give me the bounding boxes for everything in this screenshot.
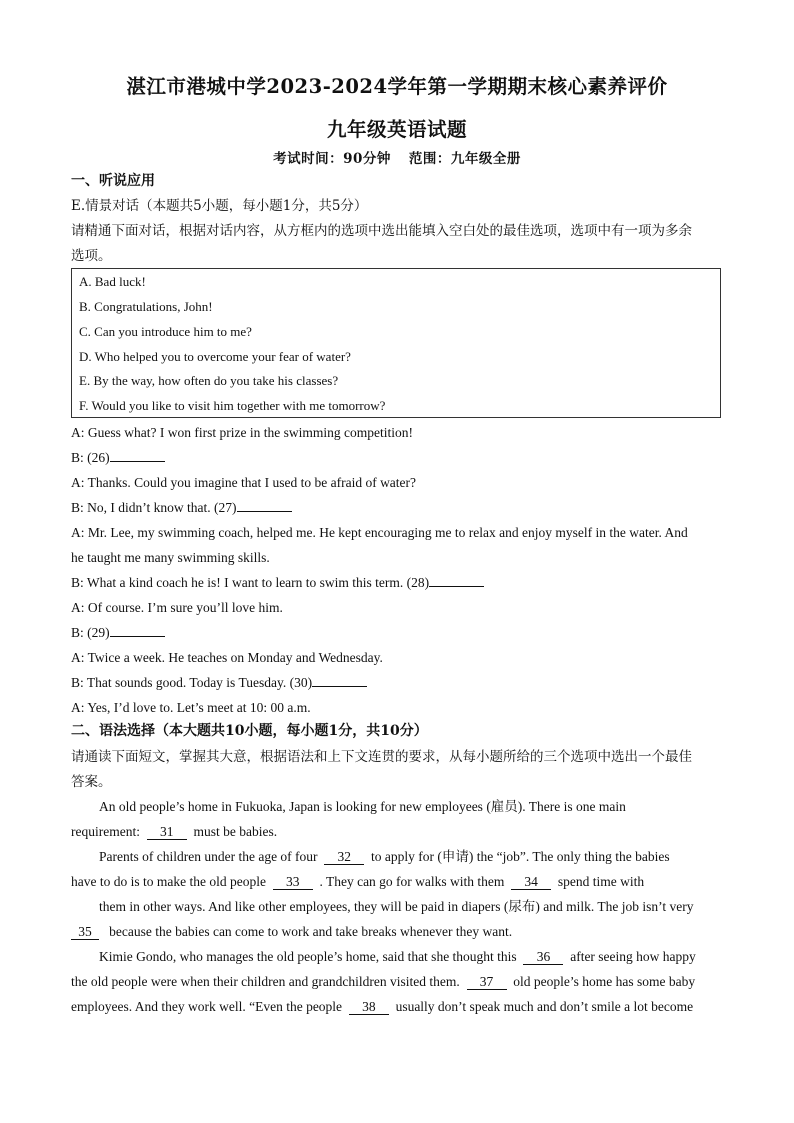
passage-line — [71, 873, 644, 891]
dialogue-line — [71, 449, 165, 467]
answer-blank-30[interactable] — [312, 686, 367, 687]
passage-text: requirement: — [71, 824, 140, 839]
dialogue-line — [71, 674, 367, 692]
answer-blank-33[interactable]: 33 — [273, 874, 313, 890]
option-d: D. Who helped you to overcome your fear of water? — [79, 349, 351, 364]
passage-text: spend time with — [557, 874, 645, 889]
passage-line — [71, 973, 695, 991]
answer-blank-36[interactable]: 36 — [523, 949, 563, 965]
section1-instruction-1: 请精通下面对话，根据对话内容，从方框内的选项中选出能填入空白处的最佳选项，选项中有一项为多余 — [71, 223, 692, 239]
dialogue-line: he taught me many swimming skills. — [71, 550, 270, 565]
passage-text: Kimie Gondo, who manages the old people’s home, said that she thought this — [99, 949, 517, 964]
option-a: A. Bad luck! — [79, 274, 146, 289]
dialogue-line: A: Mr. Lee, my swimming coach, helped me. He kept encouraging me to relax and enjoy myself in the water. And — [71, 525, 688, 540]
passage-line — [71, 823, 277, 841]
passage-text: . They can go for walks with them — [319, 874, 505, 889]
passage-line — [99, 848, 670, 866]
dialogue-text: B: That sounds good. Today is Tuesday. (30) — [71, 675, 313, 690]
passage-text: to apply for (申请) the “job”. The only thing the babies — [371, 849, 670, 864]
dialogue-text: B: (26) — [71, 450, 110, 465]
passage-text: after seeing how happy — [570, 949, 696, 964]
dialogue-line: A: Of course. I’m sure you’ll love him. — [71, 600, 283, 615]
passage-line — [71, 923, 512, 941]
dialogue-line: A: Guess what? I won first prize in the swimming competition! — [71, 425, 413, 440]
exam-time: 考试时间：90分钟 — [273, 151, 391, 167]
answer-blank-27[interactable] — [237, 511, 292, 512]
dialogue-line — [71, 624, 165, 642]
dialogue-line: A: Twice a week. He teaches on Monday and Wednesday. — [71, 650, 383, 665]
section2-instruction-2: 答案。 — [71, 774, 112, 790]
exam-title: 湛江市港城中学2023-2024学年第一学期期末核心素养评价 — [126, 75, 668, 98]
section2-instruction-1: 请通读下面短文，掌握其大意，根据语法和上下文连贯的要求，从每小题所给的三个选项中选出一个最佳 — [71, 749, 692, 765]
passage-text: Parents of children under the age of four — [99, 849, 318, 864]
dialogue-text: B: (29) — [71, 625, 110, 640]
answer-blank-37[interactable]: 37 — [467, 974, 507, 990]
passage-text: must be babies. — [193, 824, 278, 839]
section2-heading: 二、语法选择（本大题共10小题，每小题1分，共10分） — [71, 723, 428, 739]
passage-text: because the babies can come to work and take breaks whenever they want. — [109, 924, 513, 939]
answer-blank-28[interactable] — [429, 586, 484, 587]
passage-text: employees. And they work well. “Even the people — [71, 999, 343, 1014]
passage-text: old people’s home has some baby — [513, 974, 696, 989]
option-e: E. By the way, how often do you take his classes? — [79, 373, 339, 388]
section1-part-title: E.情景对话（本题共5小题，每小题1分，共5分） — [71, 198, 368, 214]
passage-text: usually don’t speak much and don’t smile a lot become — [395, 999, 694, 1014]
dialogue-line — [71, 499, 292, 517]
exam-info — [0, 147, 794, 167]
dialogue-line: A: Yes, I’d love to. Let’s meet at 10: 00 a.m. — [71, 700, 311, 715]
dialogue-text: B: What a kind coach he is! I want to learn to swim this term. (28) — [71, 575, 430, 590]
answer-blank-29[interactable] — [110, 636, 165, 637]
passage-line: them in other ways. And like other employees, they will be paid in diapers (尿布) and milk. The job isn’t very — [99, 899, 694, 914]
option-c: C. Can you introduce him to me? — [79, 324, 252, 339]
answer-blank-34[interactable]: 34 — [511, 874, 551, 890]
passage-text: have to do is to make the old people — [71, 874, 266, 889]
option-b: B. Congratulations, John! — [79, 299, 213, 314]
option-f: F. Would you like to visit him together with me tomorrow? — [79, 398, 386, 413]
dialogue-line — [71, 574, 484, 592]
options-box — [71, 268, 721, 418]
answer-blank-38[interactable]: 38 — [349, 999, 389, 1015]
passage-text: the old people were when their children and grandchildren visited them. — [71, 974, 460, 989]
exam-subtitle: 九年级英语试题 — [326, 118, 467, 141]
answer-blank-26[interactable] — [110, 461, 165, 462]
dialogue-line: A: Thanks. Could you imagine that I used to be afraid of water? — [71, 475, 417, 490]
section1-heading: 一、听说应用 — [71, 173, 155, 189]
section1-instruction-2: 选项。 — [71, 248, 112, 264]
passage-line — [99, 948, 696, 966]
exam-scope: 范围：九年级全册 — [408, 151, 521, 167]
answer-blank-31[interactable]: 31 — [147, 824, 187, 840]
dialogue-text: B: No, I didn’t know that. (27) — [71, 500, 237, 515]
passage-line — [71, 998, 693, 1016]
answer-blank-35[interactable]: 35 — [71, 924, 99, 940]
passage-line: An old people’s home in Fukuoka, Japan is looking for new employees (雇员). There is one main — [99, 799, 626, 814]
answer-blank-32[interactable]: 32 — [324, 849, 364, 865]
